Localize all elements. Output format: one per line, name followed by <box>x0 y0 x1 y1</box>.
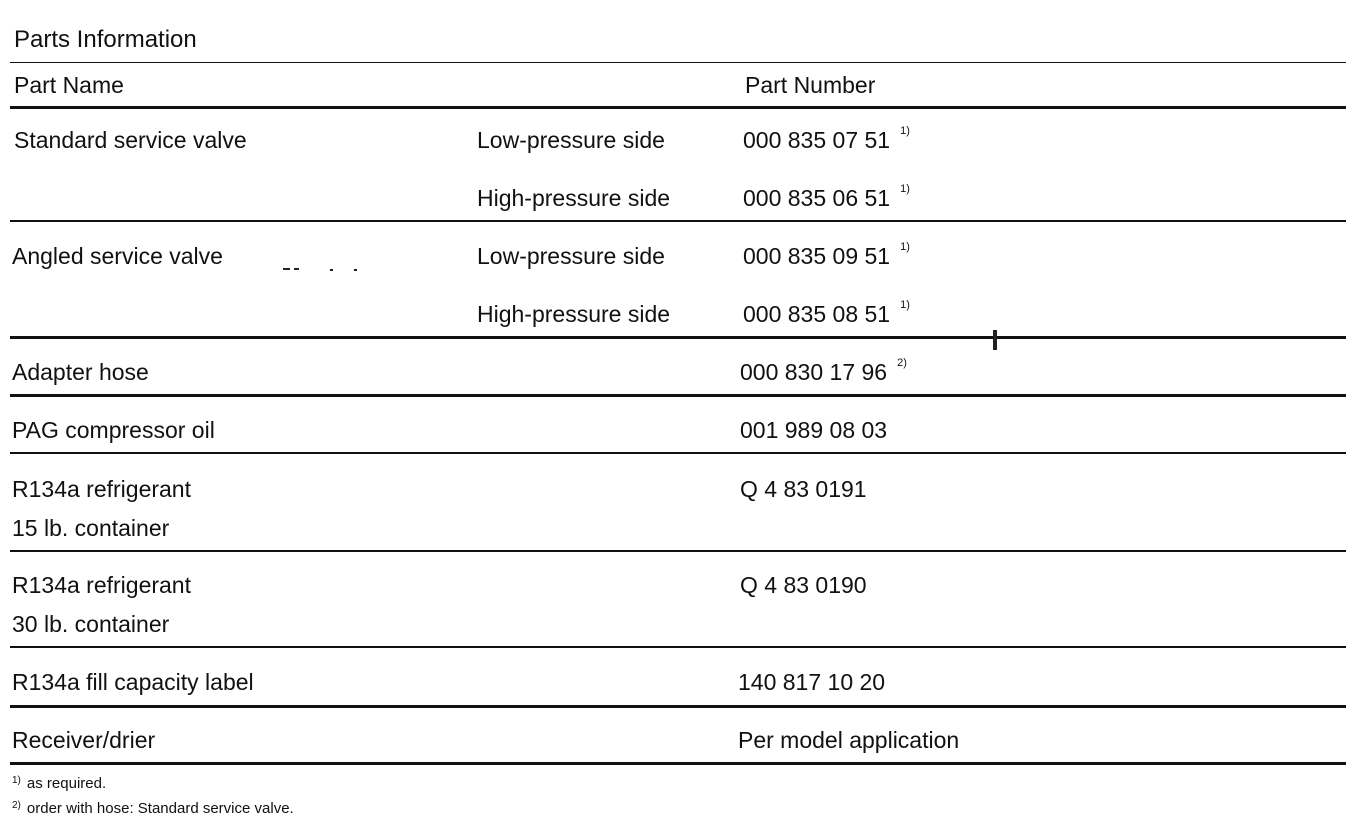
part-side: High-pressure side <box>477 185 671 211</box>
part-number: 001 989 08 03 <box>740 417 888 443</box>
row-divider <box>10 550 1346 552</box>
footnote: $^{2)}$ order with hose: Standard service valve. <box>12 800 294 817</box>
row-divider <box>10 646 1346 648</box>
title-rule <box>10 62 1346 63</box>
part-number: Q 4 83 0191 <box>740 476 867 502</box>
page-title: Parts Information <box>14 26 197 53</box>
part-number: Q 4 83 0190 <box>740 572 867 598</box>
scan-mark <box>283 268 290 270</box>
part-number: Per model application <box>738 727 960 753</box>
footnote-ref: 1) <box>900 183 910 195</box>
part-number: 000 835 09 51 $^{1)}$ <box>743 241 910 269</box>
part-side: Low-pressure side <box>477 127 665 153</box>
footnote: $^{1)}$ as required. <box>12 775 107 792</box>
part-container: 15 lb. container <box>12 515 170 541</box>
scan-mark <box>294 268 299 270</box>
part-side: High-pressure side <box>477 301 671 327</box>
footnote-ref: 1) <box>900 125 910 137</box>
part-name: R134a refrigerant <box>12 572 191 598</box>
part-container: 30 lb. container <box>12 611 170 637</box>
part-number: 000 830 17 96 $^{2)}$ <box>740 357 907 385</box>
footnote-ref: 2) <box>897 357 907 369</box>
row-divider <box>10 705 1346 708</box>
part-number: 000 835 07 51 $^{1)}$ <box>743 125 910 153</box>
part-side: Low-pressure side <box>477 243 665 269</box>
part-number: 000 835 06 51 $^{1)}$ <box>743 183 910 211</box>
header-part-number: Part Number <box>745 72 876 98</box>
part-name: Angled service valve <box>12 243 223 269</box>
header-part-name: Part Name <box>14 72 124 98</box>
row-divider <box>10 220 1346 222</box>
footnote-ref: 1) <box>900 299 910 311</box>
header-rule <box>10 106 1346 109</box>
part-name: Receiver/drier <box>12 727 156 753</box>
part-name: Standard service valve <box>14 127 247 153</box>
row-divider <box>10 394 1346 397</box>
table-bottom-rule <box>10 762 1346 765</box>
row-divider <box>10 452 1346 454</box>
part-number: 000 835 08 51 $^{1)}$ <box>743 299 910 327</box>
part-name: PAG compressor oil <box>12 417 215 443</box>
scan-mark <box>354 269 357 271</box>
part-name: R134a fill capacity label <box>12 669 254 695</box>
footnote-ref: 1) <box>900 241 910 253</box>
scan-mark <box>993 330 997 350</box>
scan-mark <box>330 269 333 271</box>
row-divider <box>10 336 1346 339</box>
part-number: 140 817 10 20 <box>738 669 886 695</box>
part-name: R134a refrigerant <box>12 476 191 502</box>
part-name: Adapter hose <box>12 359 149 385</box>
